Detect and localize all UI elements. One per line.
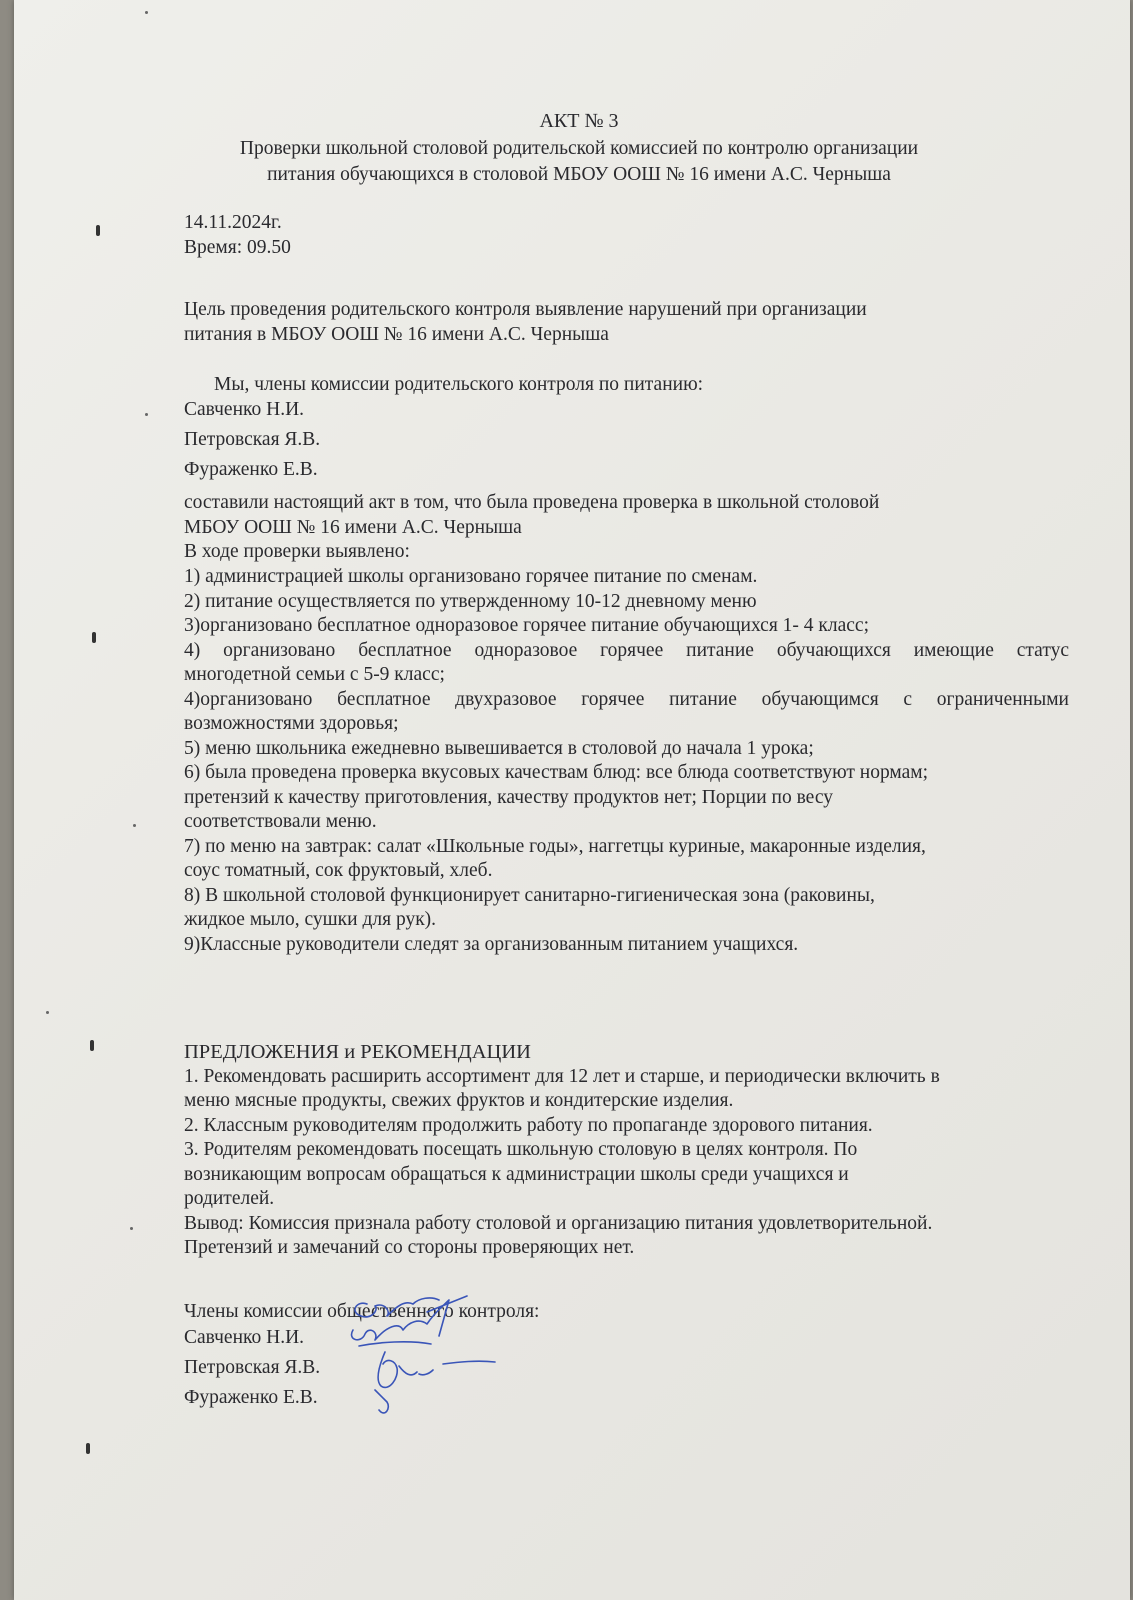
finding-line: 7) по меню на завтрак: салат «Школьные годы», наггетцы куриные, макаронные изделия,: [184, 835, 926, 857]
conclusion-line: Вывод: Комиссия признала работу столовой и организацию питания удовлетворительной.: [184, 1212, 933, 1234]
recommendation-line: 1. Рекомендовать расширить ассортимент для 12 лет и старше, и периодически включить в: [184, 1065, 940, 1087]
finding-line: 1) администрацией школы организовано горячее питание по сменам.: [184, 566, 758, 587]
signatory-name: Савченко Н.И.: [184, 1327, 305, 1348]
intro-block: [184, 373, 1084, 398]
meta-block: [184, 211, 1084, 260]
finding-line: возможностями здоровья;: [184, 713, 399, 734]
act-title: АКТ № 3: [539, 110, 619, 132]
recommendation-line: меню мясные продукты, свежих фруктов и кондитерские изделия.: [184, 1090, 734, 1111]
member-name: Петровская Я.В.: [184, 429, 321, 450]
document-sheet: [14, 0, 1130, 1600]
act-document: [14, 0, 1130, 1600]
act-date: 14.11.2024г.: [184, 212, 282, 233]
findings-heading: В ходе проверки выявлено:: [184, 541, 410, 562]
signatures-block: [184, 1300, 1084, 1416]
finding-line: 6) была проведена проверка вкусовых качествам блюд: все блюда соответствуют нормам;: [184, 762, 929, 783]
signature-stroke: [359, 1342, 431, 1346]
finding-line: многодетной семьи с 5-9 класс;: [184, 664, 445, 685]
conclusion-line: Претензий и замечаний со стороны проверяющих нет.: [184, 1237, 635, 1258]
act-subtitle-line: Проверки школьной столовой родительской комиссией по контролю организации: [239, 138, 919, 159]
goal-line: Цель проведения родительского контроля выявление нарушений при организации: [184, 299, 867, 320]
goal-line: питания в МБОУ ООШ № 16 имени А.С. Черныша: [184, 323, 609, 345]
intro-line: Мы, члены комиссии родительского контроля по питанию:: [214, 374, 704, 395]
finding-line: 8) В школьной столовой функционирует санитарно-гигиеническая зона (раковины,: [184, 884, 875, 906]
finding-line: 4)организовано бесплатное двухразовое горячее питание обучающимся с ограниченными: [184, 688, 1069, 710]
signature-stroke: [355, 1296, 467, 1317]
members-list: [184, 398, 1084, 488]
signature-stroke: [378, 1352, 433, 1387]
finding-line: жидкое мыло, сушки для рук).: [184, 909, 437, 930]
act-subtitle-line: питания обучающихся в столовой МБОУ ООШ № 16 имени А.С. Черныша: [267, 164, 891, 185]
recommendation-line: родителей.: [184, 1188, 275, 1209]
statement-line: МБОУ ООШ № 16 имени А.С. Черныша: [184, 516, 522, 538]
signature-stroke: [352, 1300, 449, 1340]
finding-line: 4) организовано бесплатное одноразовое горячее питание обучающихся имеющие статус: [184, 639, 1069, 661]
member-name: Савченко Н.И.: [184, 399, 305, 420]
member-name: Фураженко Е.В.: [184, 459, 318, 480]
finding-line: соус томатный, сок фруктовый, хлеб.: [184, 860, 493, 881]
finding-line: 5) меню школьника ежедневно вывешивается в столовой до начала 1 урока;: [184, 737, 814, 759]
act-time: Время: 09.50: [184, 236, 291, 258]
recommendations-heading: ПРЕДЛОЖЕНИЯ и РЕКОМЕНДАЦИИ: [184, 1041, 531, 1063]
recommendation-line: 2. Классным руководителям продолжить работу по пропаганде здорового питания.: [184, 1114, 873, 1136]
statement-block: [184, 491, 1084, 565]
signatory-name: Фураженко Е.В.: [184, 1387, 318, 1408]
handwritten-signatures: [339, 1282, 509, 1432]
finding-line: 2) питание осуществляется по утвержденному 10-12 дневному меню: [184, 590, 757, 612]
goal-block: [184, 298, 1084, 347]
finding-line: соответствовали меню.: [184, 811, 377, 832]
signatory-name: Петровская Я.В.: [184, 1357, 321, 1378]
recommendation-line: возникающим вопросам обращаться к администрации школы среди учащихся и: [184, 1163, 849, 1185]
finding-line: 3)организовано бесплатное одноразовое горячее питание обучающихся 1- 4 класс;: [184, 615, 869, 636]
recommendations-block: [184, 1040, 1084, 1261]
findings-list: [184, 565, 1084, 957]
signature-stroke: [375, 1390, 388, 1413]
signature-stroke: [443, 1361, 495, 1364]
recommendation-line: 3. Родителям рекомендовать посещать школьную столовую в целях контроля. По: [184, 1139, 858, 1160]
act-header: [164, 109, 994, 189]
finding-line: претензий к качеству приготовления, качеству продуктов нет; Порции по весу: [184, 786, 833, 808]
statement-line: составили настоящий акт в том, что была проведена проверка в школьной столовой: [184, 492, 880, 513]
finding-line: 9)Классные руководители следят за организованным питанием учащихся.: [184, 933, 799, 955]
signatures-heading: Члены комиссии общественного контроля:: [184, 1301, 540, 1322]
